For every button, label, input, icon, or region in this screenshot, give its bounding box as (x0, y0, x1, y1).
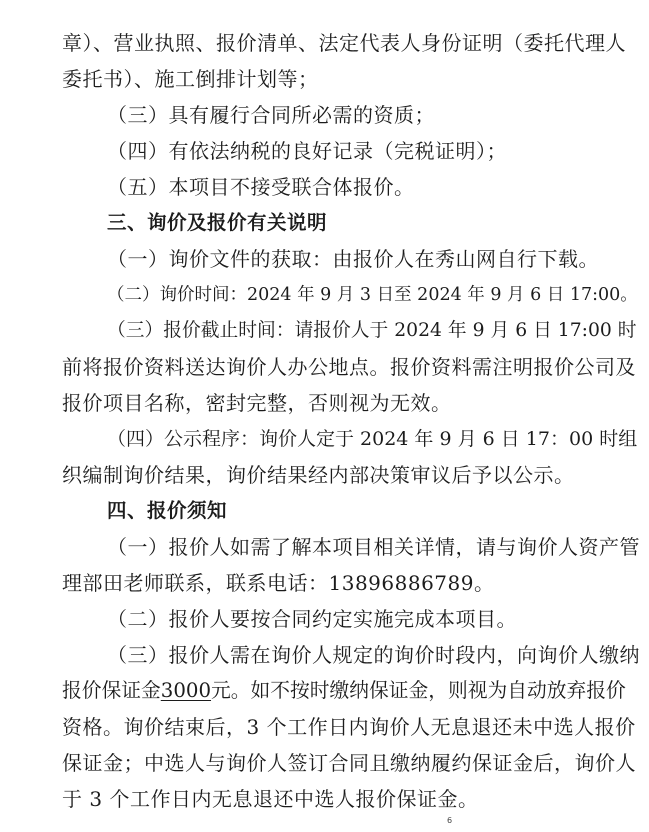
text-line: （三）报价人需在询价人规定的询价时段内，向询价人缴纳 (107, 643, 640, 667)
text-line: 理部田老师联系，联系电话：13896886789。 (62, 571, 495, 595)
text-line: 前将报价资料送达询价人办公地点。报价资料需注明报价公司及 (62, 355, 636, 379)
text-line: 织编制询价结果，询价结果经内部决策审议后予以公示。 (62, 463, 575, 487)
text-line: 保证金；中选人与询价人签订合同且缴纳履约保证金后，询价人 (62, 751, 636, 775)
text-line: （一）询价文件的获取：由报价人在秀山网自行下载。 (107, 247, 599, 271)
text-segment: 元。如不按时缴纳保证金，则视为自动放弃报价 (211, 679, 626, 702)
text-line: 报价项目名称，密封完整，否则视为无效。 (62, 391, 452, 415)
section-heading: 三、询价及报价有关说明 (107, 211, 328, 234)
text-line: 于 3 个工作日内无息退还中选人报价保证金。 (62, 787, 479, 811)
text-line: （二）询价时间：2024 年 9 月 3 日至 2024 年 9 月 6 日 17:00。 (107, 285, 638, 305)
text-line: （二）报价人要按合同约定实施完成本项目。 (107, 607, 517, 631)
text-line: （四）有依法纳税的良好记录（完税证明）； (107, 139, 507, 163)
text-line: 资格。询价结束后，3 个工作日内询价人无息退还未中选人报价 (62, 715, 636, 739)
text-line: （四）公示程序：询价人定于 2024 年 9 月 6 日 17：00 时组 (107, 428, 638, 450)
text-segment: 报价保证金 (62, 679, 161, 702)
text-line: （五）本项目不接受联合体报价。 (107, 175, 415, 199)
page-number: 6 (447, 816, 453, 825)
text-line: （三）具有履行合同所必需的资质； (107, 103, 435, 127)
text-line: （一）报价人如需了解本项目相关详情，请与询价人资产管 (107, 535, 640, 559)
text-line: 委托书）、施工倒排计划等； (62, 67, 319, 91)
text-line: （三）报价截止时间：请报价人于 2024 年 9 月 6 日 17:00 时 (107, 320, 637, 341)
deposit-amount: 3000 (160, 679, 212, 702)
section-heading: 四、报价须知 (107, 499, 228, 522)
text-line (62, 676, 626, 706)
text-line: 章）、营业执照、报价清单、法定代表人身份证明（委托代理人 (62, 31, 626, 55)
